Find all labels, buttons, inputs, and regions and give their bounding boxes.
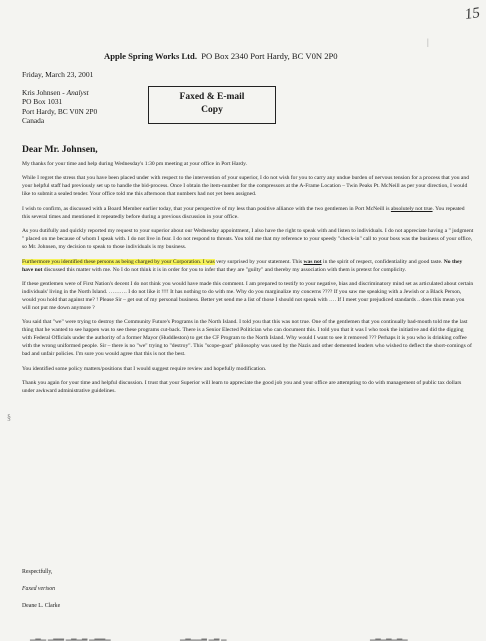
- paragraph-furthermore: [22, 259, 474, 275]
- highlighted-sentence: Furthermore you identified these persons as being charged by your Corporation. I was: [22, 258, 215, 265]
- recipient-role: Analyst: [66, 88, 89, 97]
- valediction: Respectfully,: [22, 569, 53, 575]
- company-address: PO Box 2340 Port Hardy, BC V0N 2P0: [201, 51, 338, 61]
- paragraph-stress: While I regret the stress that you have been placed under with respect to the intervention of your superior, I do not wish for you to carry any undue burden of nervous tension for a process that you and your helpful staff had previously set up to handle the bid-process. Once I obtain the item-number for the compressors at the A-Frame Location – Twin Peaks Pt. McNeill as per your direction, I would like to submit a sealed tender. Your office told me this afternoon that numbers had not yet been assigned.: [22, 175, 469, 198]
- paragraph-rights: As you dutifully and quickly reported my request to your superior about our Wednesday appointment, I also have the right to speak with and listen to individuals. I do not appreciate having a " judgment " placed on me because of whom I speak with. I do not live in fear. I do not respond to threats. You told me that my reference to your speedy "check-in" call to your boss was the business of your office, so Mr. Johnsen, my decision to speak to those individuals is my business.: [22, 228, 474, 251]
- closing-block: [22, 568, 60, 610]
- recipient-line1: PO Box 1031: [22, 97, 63, 107]
- paragraph-confirm: [22, 206, 474, 222]
- paragraph-furthermore-text: very surprised by your statement. This: [214, 258, 304, 265]
- letterhead: [104, 51, 338, 61]
- paragraph-closing-thanks: Thank you again for your time and helpful discussion. I trust that your Superior will learn to appreciate the good job you and your office are attempting to do with management of public tax dollars under awkward administrative guidelines.: [22, 380, 462, 394]
- letter-body: [22, 161, 474, 402]
- recipient-line2: Port Hardy, BC V0N 2P0: [22, 106, 98, 116]
- fax-stamp: [148, 86, 276, 124]
- margin-mark: §: [7, 413, 11, 422]
- recipient-name: Kris Johnsen: [22, 88, 61, 97]
- faxed-note: Faxed verison: [22, 586, 55, 592]
- letter-date: Friday, March 23, 2001: [22, 70, 94, 79]
- underlined-phrase: absolutely not true: [390, 205, 433, 212]
- recipient-address: Kris Johnsen - Analyst PO Box 1031 Port Hardy, BC V0N 2P0 Canada: [22, 88, 98, 125]
- fax-footer-cut-off: ▁▂▁ ▁▂▂ ▁▂▁▂ ▁▂▂▁ ▁▂▁▁▂ ▁▂ ▁ ▁▂▁▂▁▂▁: [30, 633, 408, 641]
- stamp-line1: Faxed & E-mail: [179, 92, 245, 102]
- paragraph-community-futures: You said that "we" were trying to destroy the Community Future's Programs in the North Island. I told you that this was not true. One of the gentlemen that you continually bad-mouth told me the last thing that he wanted to see happen was to see these programs cut-back. There is a Senior Elected Politician who can document this. I told you that it was I who took the initiative and did the digging with Federal Officials under the authority of a former Mayor (Huddleston) to get the CF Program to the North Island. Why would I want to see it removed ??? Perhaps it is you who is drinking coffee with the wrong uniformed people. Sir – there is no "we" trying to "destroy". This "scope-goat" philosophy was used by the Nazis and other demented leaders who wished to deflect the short-comings of bad and unfair policies. I'm sure you would agree that this is not the best.: [22, 319, 472, 358]
- paragraph-thanks: My thanks for your time and help during Wednesday's 1:30 pm meeting at your office in Port Hardy.: [22, 161, 247, 167]
- underlined-was-not: was not: [303, 258, 322, 265]
- signature-name: Deane L. Clarke: [22, 603, 61, 609]
- paragraph-furthermore-end: discussed this matter with me. No I do not think it is in order for you to infer that they are "guilty" and thereby my association with them is pretext for complicity.: [42, 266, 407, 273]
- paragraph-confirm-text: I wish to confirm, as discussed with a Board Member earlier today, that your perspective of my less than positive alliance with the two gentlemen in Port McNeill is: [22, 205, 391, 212]
- paragraph-confirm-text-end: . You repeated this several times and mentioned it repeatedly before during a previous discussion in your office.: [22, 205, 465, 220]
- salutation: Dear Mr. Johnsen,: [22, 144, 98, 155]
- handwritten-page-number: 15: [463, 5, 481, 23]
- recipient-line3: Canada: [22, 115, 45, 125]
- bold-no-they-have-not: No they have not: [22, 258, 463, 273]
- company-name: Apple Spring Works Ltd.: [104, 51, 197, 61]
- stamp-line2: Copy: [201, 104, 223, 115]
- paragraph-furthermore-mid: in the spirit of respect, confidentiality and good taste.: [321, 258, 444, 265]
- pen-mark: |: [427, 37, 429, 47]
- paragraph-first-nations: If these gentlemen were of First Nation's decent I do not think you would have made this comment. I am prepared to testify to your negative, bias and discriminatory mind set as articulated about certain individuals' living in the North Island. ………. I do not like it !!!! It has nothing to do with me. Why do you marginalize my concerns ???? If you saw me speaking with a Jewish or a Black Person, would you hold that against me? ! Please Sir – get out of my personal business. Better yet send me a list of those I should not speak with …. If I meet your prejudiced standards .. does this mean you will not put me down anymore ?: [22, 280, 474, 311]
- paragraph-policy: You identified some policy matters/positions that I would suggest require review and hopefully modification.: [22, 365, 267, 372]
